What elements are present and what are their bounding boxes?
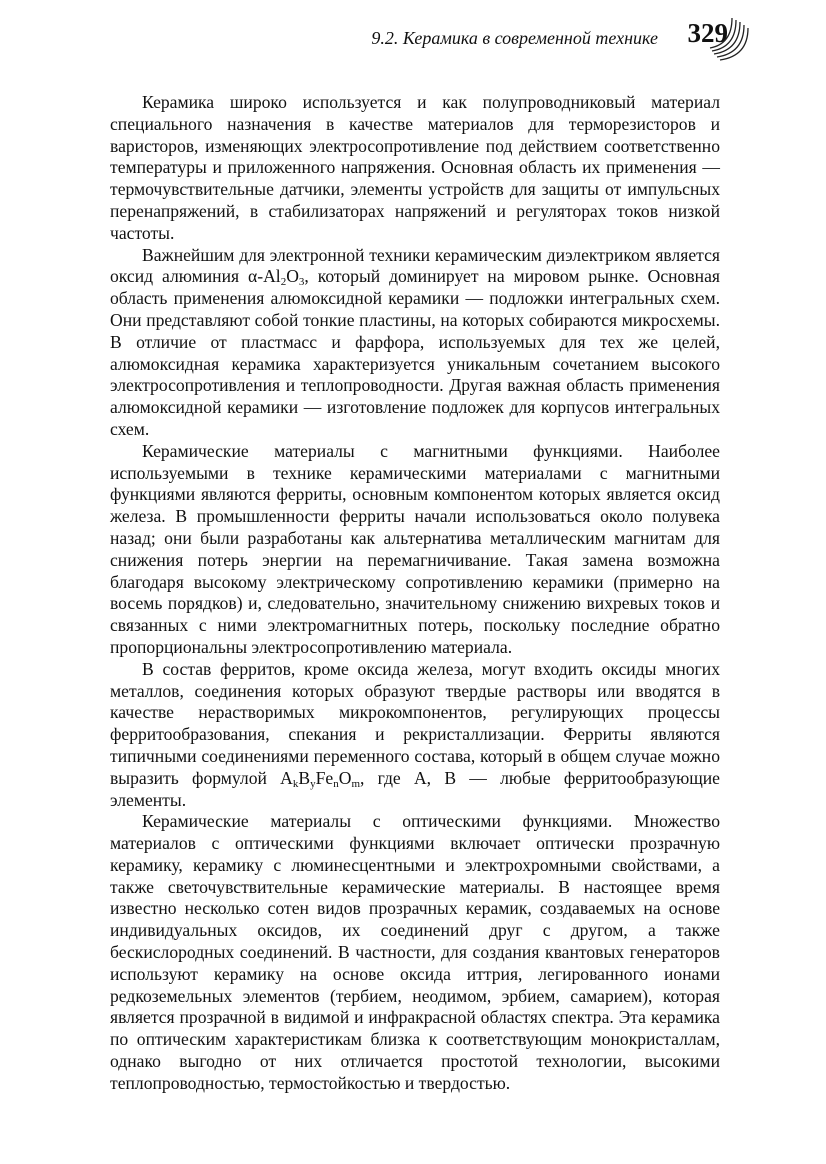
paragraph-alumina-text-c: , который доминирует на мировом рынке. Основная область применения алюмоксидной керамики — подложки интегральных схем. Они представляют собой тонкие пластины, на которых собираются микросхемы. В отличие от пластмасс и фарфора, используемых для тех же целей, алюмоксидная керамика характеризуется уникальным сочетанием высокого электросопротивления и теплопроводности. Другая важная область применения алюмоксидной керамики — изготовление подложек для корпусов интегральных схем.	[110, 266, 720, 439]
paragraph-ferrites-text-c: Fe	[315, 767, 334, 788]
paragraph-ferrites-text-b: B	[298, 767, 311, 788]
paragraph-alumina-text-a: Важнейшим для электронной техники керамическим диэлектриком является оксид алюминия α-Al	[110, 244, 720, 287]
page-header	[110, 14, 750, 58]
formula-subscript: k	[292, 777, 299, 790]
page-body	[110, 92, 720, 1095]
paragraph-ferrites-text-e: , где A, B — любые ферритообразующие элементы.	[110, 767, 720, 810]
page-corner-swirl-icon	[706, 14, 750, 62]
formula-subscript: 3	[298, 276, 305, 289]
paragraph-magnetic-ceramics: Керамические материалы с магнитными функциями. Наиболее используемыми в технике керамическими материалами с магнитными функциями являются ферриты, основным компонентом которых является оксид железа. В промышленности ферриты начали использоваться около полувека назад; они были разработаны как альтернатива металлическим магнитам для снижения потерь энергии на перемагничивание. Такая замена возможна благодаря высокому электрическому сопротивлению керамики (примерно на восемь порядков) и, следовательно, значительному снижению вихревых токов и связанных с ними электромагнитных потерь, поскольку последние обратно пропорциональны электросопротивлению материала.	[110, 440, 720, 657]
formula-subscript: y	[310, 777, 316, 790]
paragraph-ferrites-text-a: В состав ферритов, кроме оксида железа, могут входить оксиды многих металлов, соединения которых образуют твердые растворы или вводятся в качестве нерастворимых микрокомпонентов, регулирующих процессы ферритообразования, спекания и рекристаллизации. Ферриты являются типичными соединениями переменного состава, который в общем случае можно выразить формулой A	[110, 658, 720, 788]
page-number: 329	[687, 18, 728, 48]
paragraph-optical-ceramics: Керамические материалы с оптическими функциями. Множество материалов с оптическими функциями включает оптически прозрачную керамику, керамику с люминесцентными и электрохромными свойствами, а также светочувствительные керамические материалы. В настоящее время известно несколько сотен видов прозрачных керамик, создаваемых на основе индивидуальных оксидов, их соединений друг с другом, а также бескислородных соединений. В частности, для создания квантовых генераторов используют керамику на основе оксида иттрия, легированного ионами редкоземельных элементов (тербием, неодимом, эрбием, самарием), которая является прозрачной в видимой и инфракрасной областях спектра. Эта керамика по оптическим характеристикам близка к соответствующим монокристаллам, однако выгодно от них отличается простотой технологии, высокими теплопроводностью, термостойкостью и твердостью.	[110, 811, 720, 1093]
formula-subscript: m	[351, 777, 360, 790]
formula-subscript: n	[333, 777, 339, 790]
formula-subscript: 2	[280, 276, 287, 289]
paragraph-alumina	[110, 245, 720, 441]
paragraph-varistors: Керамика широко используется и как полупроводниковый материал специального назначения в качестве материалов для терморезисторов и варисторов, изменяющих электросопротивление под действием соответственно температуры и приложенного напряжения. Основная область их применения — термочувствительные датчики, элементы устройств для защиты от импульсных перенапряжений, в стабилизаторах напряжений и регуляторах токов низкой частоты.	[110, 92, 720, 243]
paragraph-alumina-text-b: O	[286, 266, 299, 287]
paragraph-ferrites-text-d: O	[338, 767, 352, 788]
paragraph-ferrites	[110, 659, 720, 812]
running-title: 9.2. Керамика в современной технике	[371, 28, 658, 48]
